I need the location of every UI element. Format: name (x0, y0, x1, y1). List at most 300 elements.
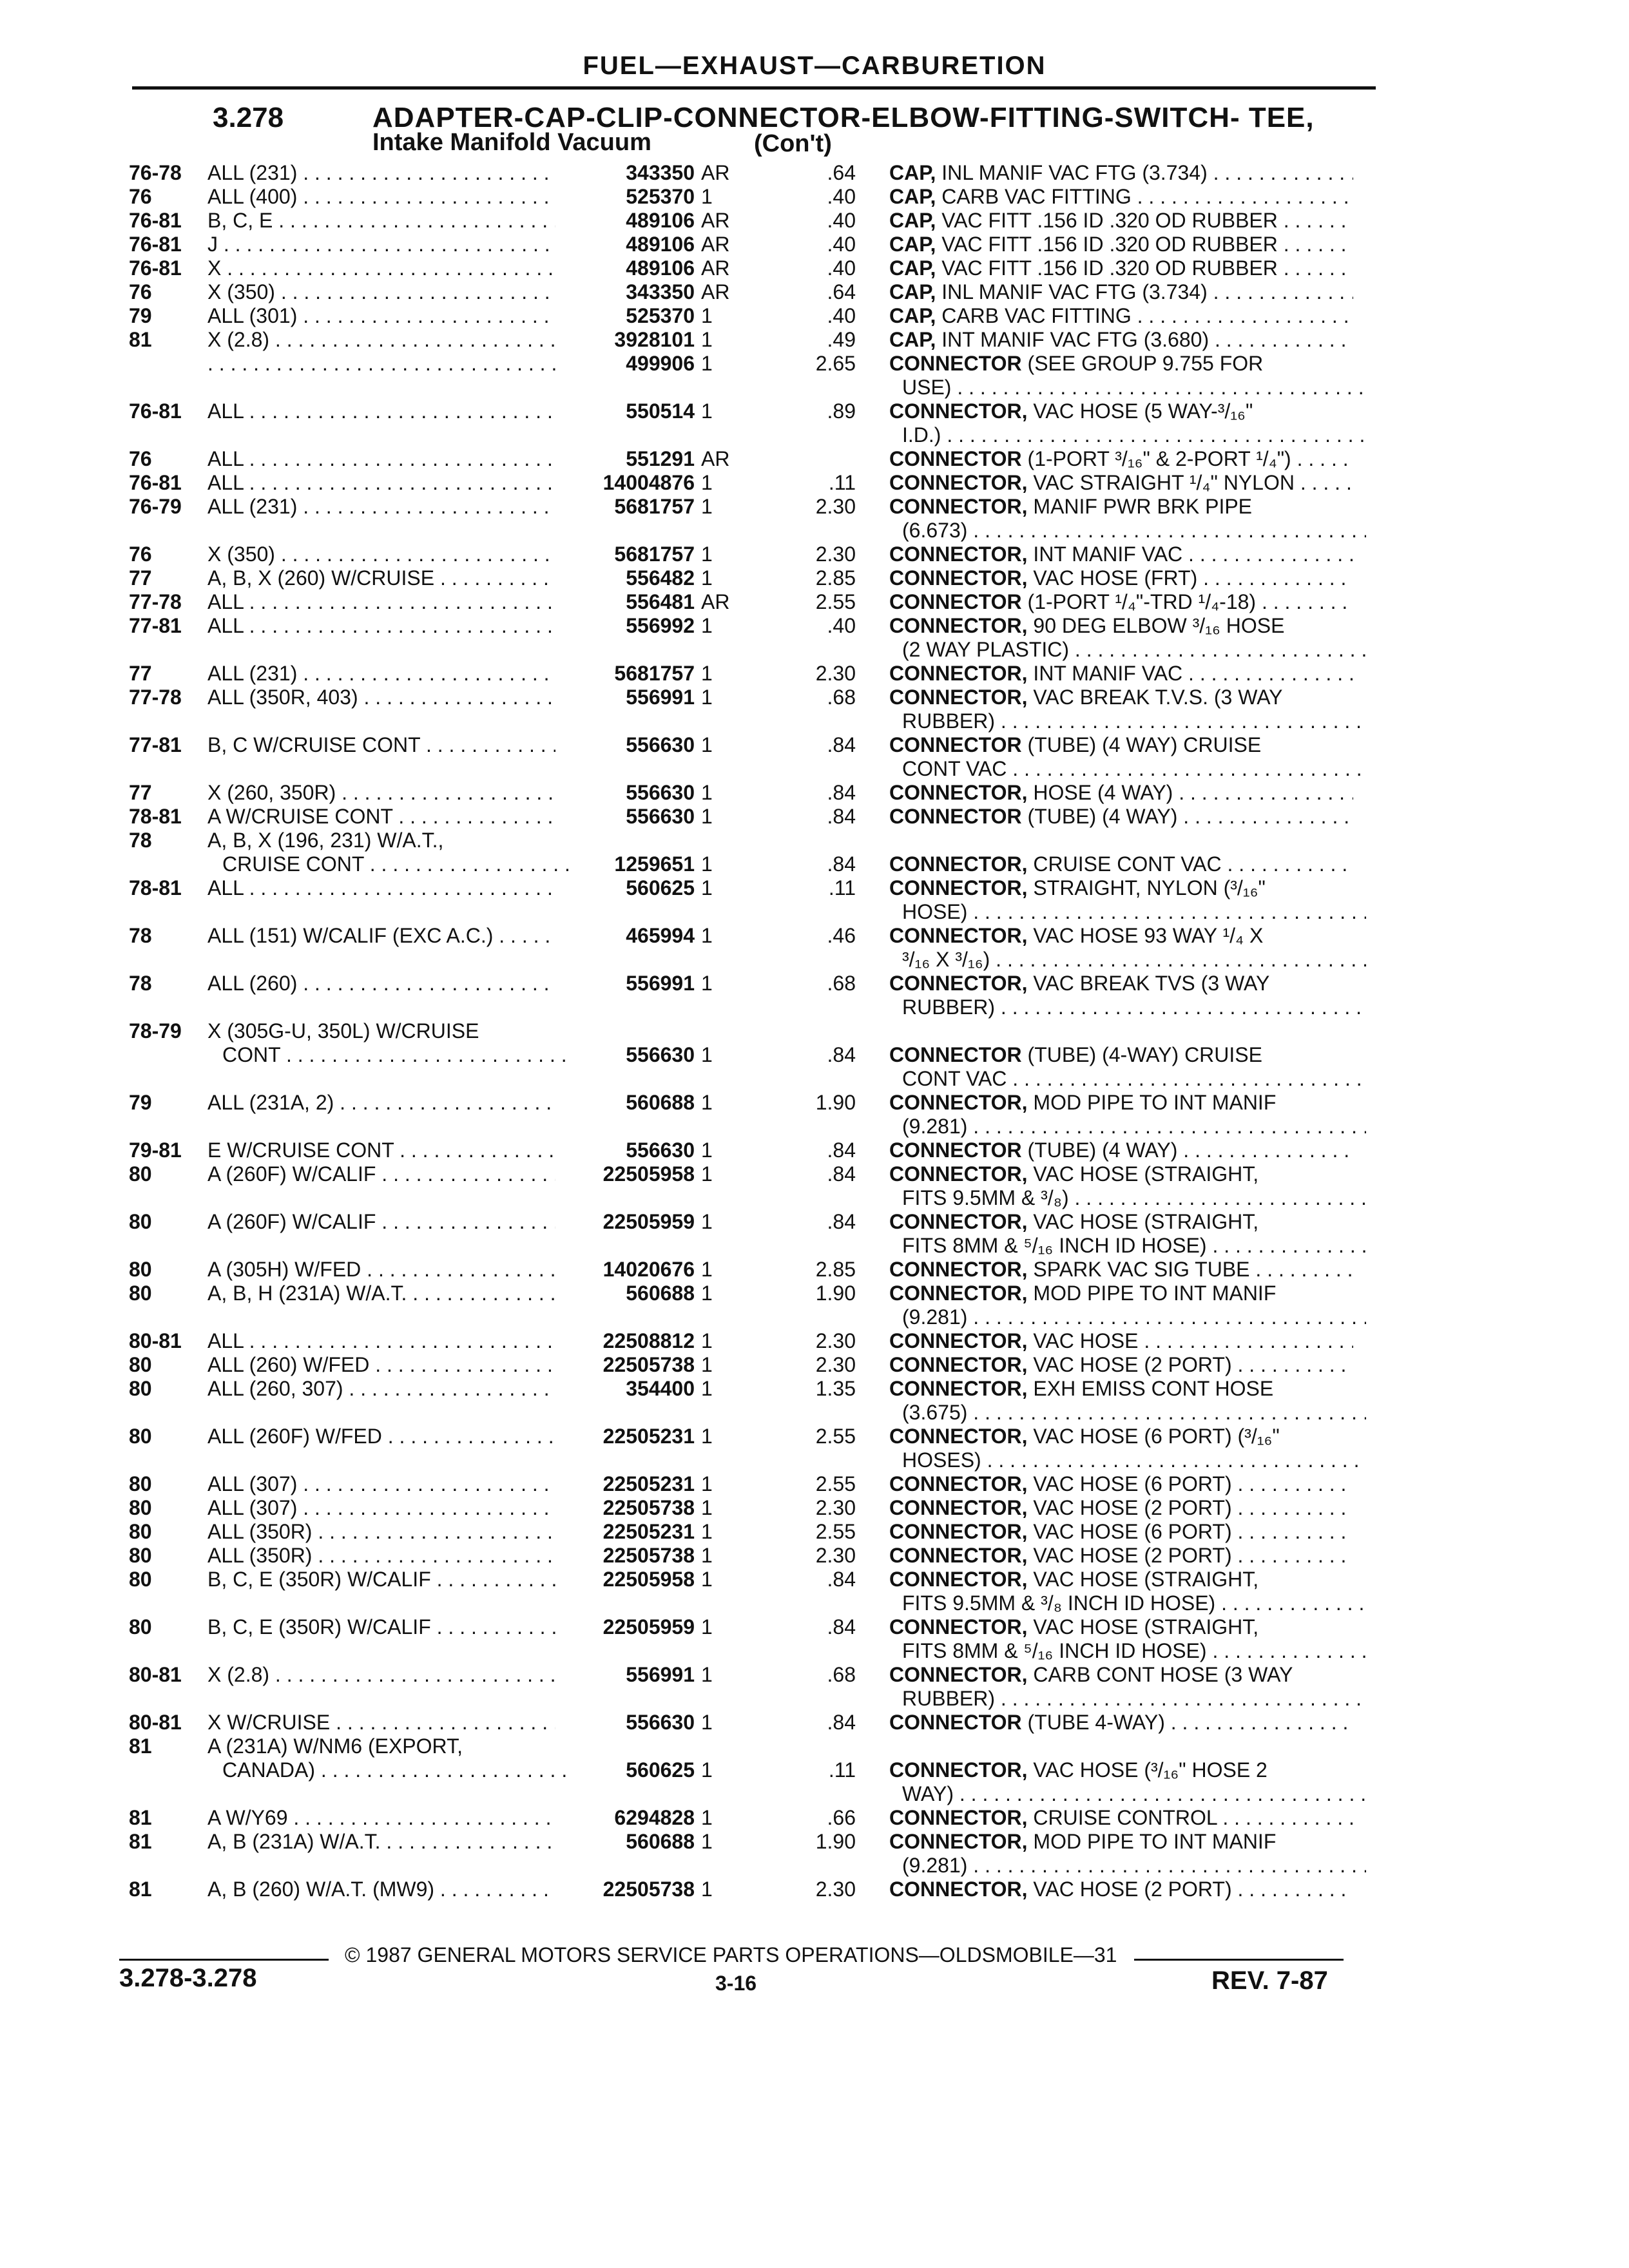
row-quantity: AR (701, 447, 730, 470)
row-description (889, 733, 1353, 756)
table-row (0, 1830, 1629, 1853)
row-price: .46 (827, 924, 856, 947)
row-description (889, 1878, 1353, 1901)
row-item-detail: VAC BREAK TVS (3 WAY (1033, 972, 1270, 995)
row-year: 80 (129, 1162, 152, 1186)
table-row (0, 829, 1629, 852)
row-description-continued: FITS 9.5MM & ³/₈) . . . (902, 1186, 1366, 1209)
row-item-detail: (TUBE) (4-WAY) CRUISE (1027, 1043, 1262, 1066)
row-description-continued: (3.675) . . . (902, 1401, 1366, 1424)
row-price: .11 (828, 1758, 856, 1782)
row-part-number: 556630 (626, 733, 695, 756)
row-quantity: 1 (701, 399, 713, 423)
row-quantity: 1 (701, 1210, 713, 1233)
footer-page-number: 3-16 (715, 1972, 757, 1995)
row-description (889, 1615, 1353, 1639)
row-part-number: 556630 (626, 1139, 695, 1162)
row-item-detail: VAC HOSE 93 WAY ¹/₄ X (1033, 924, 1264, 947)
row-part-number: 560625 (626, 1758, 695, 1782)
table-row (0, 876, 1629, 899)
row-description (889, 495, 1353, 518)
row-year: 76 (129, 185, 152, 208)
row-item-keyword: CONNECTOR, (889, 399, 1028, 423)
row-item-keyword: CONNECTOR, (889, 686, 1028, 709)
row-description (889, 1162, 1353, 1186)
row-year: 80-81 (129, 1663, 182, 1686)
row-item-keyword: CONNECTOR, (889, 1353, 1028, 1376)
row-year: 80 (129, 1544, 152, 1567)
row-price: .40 (827, 256, 856, 280)
table-row (0, 1758, 1629, 1782)
row-description (889, 1139, 1353, 1162)
row-model: A, B (260) W/A.T. (MW9) . . . (207, 1878, 555, 1901)
row-year: 79 (129, 1091, 152, 1114)
row-part-number: 489106 (626, 256, 695, 280)
row-description (889, 924, 1353, 947)
row-year: 80 (129, 1377, 152, 1400)
row-model: X (350) . . . (207, 543, 555, 566)
row-item-keyword: CAP, (889, 209, 936, 232)
row-model: X W/CRUISE . . . (207, 1711, 555, 1734)
row-year: 80-81 (129, 1329, 182, 1352)
row-item-detail: VAC FITT .156 ID .320 OD RUBBER (941, 256, 1278, 280)
row-description (889, 662, 1353, 685)
table-row (0, 495, 1629, 518)
row-quantity: 1 (701, 1377, 713, 1400)
table-row-continuation (0, 1186, 1629, 1209)
row-year: 76 (129, 447, 152, 470)
table-row (0, 328, 1629, 351)
row-model: A (260F) W/CALIF . . . (207, 1210, 555, 1233)
row-part-number: 556630 (626, 1043, 695, 1066)
row-item-detail: (1-PORT ¹/₄"-TRD ¹/₄-18) (1027, 590, 1257, 613)
table-row (0, 1282, 1629, 1305)
row-description (889, 1544, 1353, 1567)
row-price: 2.30 (815, 1544, 856, 1567)
table-row-continuation (0, 900, 1629, 923)
row-price: .40 (827, 614, 856, 637)
row-price: 2.30 (815, 495, 856, 518)
table-row-continuation (0, 1067, 1629, 1090)
row-part-number: 560688 (626, 1282, 695, 1305)
row-price: .64 (827, 280, 856, 303)
row-part-number: 5681757 (614, 543, 695, 566)
row-price: 2.55 (815, 1520, 856, 1543)
row-description-continued: USE) . . . (902, 376, 1366, 399)
section-title: ADAPTER-CAP-CLIP-CONNECTOR-ELBOW-FITTING-SWITCH- TEE, (372, 102, 1315, 133)
row-description-continued: FITS 8MM & ⁵/₁₆ INCH ID HOSE) . . . (902, 1639, 1366, 1662)
row-model: J . . . (207, 233, 555, 256)
row-quantity: 1 (701, 185, 713, 208)
table-row (0, 209, 1629, 232)
row-quantity: 1 (701, 876, 713, 899)
table-row (0, 781, 1629, 804)
row-price: 1.90 (815, 1830, 856, 1853)
row-part-number: 489106 (626, 209, 695, 232)
table-row-continuation (0, 1401, 1629, 1424)
row-part-number: 14004876 (602, 471, 695, 494)
row-part-number: 22505738 (602, 1878, 695, 1901)
row-price: 2.30 (815, 543, 856, 566)
row-description (889, 614, 1353, 637)
row-item-detail: VAC STRAIGHT ¹/₄" NYLON (1033, 471, 1295, 494)
row-model: ALL . . . (207, 876, 555, 899)
row-description (889, 972, 1353, 995)
row-item-detail: EXH EMISS CONT HOSE (1033, 1377, 1274, 1400)
row-quantity: 1 (701, 1353, 713, 1376)
row-item-detail: INL MANIF VAC FTG (3.734) (941, 280, 1208, 303)
table-row (0, 1735, 1629, 1758)
row-item-keyword: CONNECTOR, (889, 1329, 1028, 1352)
row-description (889, 1425, 1353, 1448)
table-row (0, 471, 1629, 494)
table-row-continuation (0, 995, 1629, 1019)
row-item-keyword: CONNECTOR, (889, 1496, 1028, 1519)
row-item-detail: INL MANIF VAC FTG (3.734) (941, 161, 1208, 184)
row-part-number: 22505959 (602, 1615, 695, 1639)
row-year: 80 (129, 1210, 152, 1233)
row-item-detail: CARB VAC FITTING (941, 185, 1132, 208)
row-year: 79-81 (129, 1139, 182, 1162)
row-item-detail: 90 DEG ELBOW ³/₁₆ HOSE (1033, 614, 1285, 637)
row-description (889, 328, 1353, 351)
row-price: .84 (827, 1615, 856, 1639)
table-row (0, 590, 1629, 613)
table-row-continuation (0, 519, 1629, 542)
footer-revision: REV. 7-87 (1211, 1966, 1328, 1995)
row-year: 80 (129, 1258, 152, 1281)
row-description (889, 781, 1353, 804)
row-item-keyword: CAP, (889, 161, 936, 184)
row-item-detail: CARB VAC FITTING (941, 304, 1132, 327)
row-price: 2.85 (815, 566, 856, 590)
row-price: 2.55 (815, 1472, 856, 1495)
table-row-continuation (0, 1448, 1629, 1472)
row-model: ALL (307) . . . (207, 1496, 555, 1519)
row-description (889, 161, 1353, 184)
row-item-detail: VAC HOSE (2 PORT) (1033, 1544, 1232, 1567)
row-year: 77 (129, 781, 152, 804)
row-description (889, 447, 1353, 470)
table-row (0, 1377, 1629, 1400)
footer-copyright: © 1987 GENERAL MOTORS SERVICE PARTS OPERATIONS—OLDSMOBILE—31 (345, 1943, 1117, 1966)
row-part-number: 22505231 (602, 1520, 695, 1543)
table-row-continuation (0, 948, 1629, 971)
row-year: 78-81 (129, 876, 182, 899)
row-item-keyword: CAP, (889, 280, 936, 303)
table-row (0, 1806, 1629, 1829)
table-row (0, 1496, 1629, 1519)
row-model: ALL (350R) . . . (207, 1520, 555, 1543)
row-price: .84 (827, 1568, 856, 1591)
row-model: ALL (307) . . . (207, 1472, 555, 1495)
row-item-detail: MANIF PWR BRK PIPE (1033, 495, 1253, 518)
row-description (889, 1329, 1353, 1352)
row-year: 80 (129, 1496, 152, 1519)
row-description (889, 543, 1353, 566)
row-part-number: 5681757 (614, 495, 695, 518)
row-price: .84 (827, 852, 856, 876)
row-item-keyword: CONNECTOR, (889, 566, 1028, 590)
row-part-number: 556991 (626, 1663, 695, 1686)
row-part-number: 22505738 (602, 1544, 695, 1567)
row-year: 80 (129, 1568, 152, 1591)
row-part-number: 556630 (626, 805, 695, 828)
row-part-number: 556992 (626, 614, 695, 637)
row-part-number: 556481 (626, 590, 695, 613)
row-quantity: 1 (701, 972, 713, 995)
row-item-detail: VAC HOSE (5 WAY-³/₁₆" (1033, 399, 1253, 423)
row-model: B, C, E (350R) W/CALIF . . . (207, 1568, 555, 1591)
row-description (889, 185, 1353, 208)
row-item-keyword: CONNECTOR, (889, 1663, 1028, 1686)
row-year: 77-78 (129, 590, 182, 613)
row-price: .40 (827, 209, 856, 232)
row-item-detail: VAC HOSE (6 PORT) (1033, 1520, 1232, 1543)
row-price: .84 (827, 1162, 856, 1186)
row-price: .84 (827, 1711, 856, 1734)
row-price: .68 (827, 972, 856, 995)
row-quantity: 1 (701, 352, 713, 375)
row-year: 80 (129, 1353, 152, 1376)
row-part-number: 3928101 (614, 328, 695, 351)
row-quantity: 1 (701, 1258, 713, 1281)
row-part-number: 489106 (626, 233, 695, 256)
row-year: 76-81 (129, 399, 182, 423)
row-description-continued: ³/₁₆ X ³/₁₆) . . . (902, 948, 1366, 971)
row-part-number: 525370 (626, 185, 695, 208)
row-description-continued: FITS 8MM & ⁵/₁₆ INCH ID HOSE) . . . (902, 1234, 1366, 1257)
row-year: 81 (129, 1830, 152, 1853)
table-row (0, 566, 1629, 590)
row-item-keyword: CONNECTOR, (889, 852, 1028, 876)
row-year: 76-78 (129, 161, 182, 184)
table-row-continuation (0, 1687, 1629, 1710)
table-row (0, 1544, 1629, 1567)
row-part-number: 22505959 (602, 1210, 695, 1233)
row-price: .11 (828, 876, 856, 899)
row-model: A W/Y69 . . . (207, 1806, 555, 1829)
row-part-number: 499906 (626, 352, 695, 375)
row-year: 77-78 (129, 686, 182, 709)
table-row (0, 614, 1629, 637)
row-model: X (350) . . . (207, 280, 555, 303)
row-model: ALL (350R, 403) . . . (207, 686, 555, 709)
row-price: .49 (827, 328, 856, 351)
row-model: A, B, H (231A) W/A.T. . . . (207, 1282, 555, 1305)
row-price: .84 (827, 733, 856, 756)
row-item-detail: (TUBE 4-WAY) (1027, 1711, 1165, 1734)
row-year: 80-81 (129, 1711, 182, 1734)
row-price: .89 (827, 399, 856, 423)
row-price: .40 (827, 185, 856, 208)
table-row (0, 352, 1629, 375)
row-model: ALL (400) . . . (207, 185, 555, 208)
row-model: ALL (260, 307) . . . (207, 1377, 555, 1400)
row-year: 81 (129, 328, 152, 351)
row-item-keyword: CONNECTOR, (889, 614, 1028, 637)
row-part-number: 354400 (626, 1377, 695, 1400)
row-quantity: 1 (701, 566, 713, 590)
row-item-keyword: CONNECTOR, (889, 924, 1028, 947)
row-item-keyword: CONNECTOR, (889, 662, 1028, 685)
table-row (0, 447, 1629, 470)
row-quantity: AR (701, 256, 730, 280)
table-row (0, 543, 1629, 566)
row-model: ALL (231) . . . (207, 495, 555, 518)
row-quantity: 1 (701, 805, 713, 828)
row-price: 2.85 (815, 1258, 856, 1281)
table-row-continuation (0, 1305, 1629, 1329)
row-price: .40 (827, 233, 856, 256)
row-item-detail: VAC HOSE (6 PORT) (1033, 1472, 1232, 1495)
table-row (0, 233, 1629, 256)
row-model: CRUISE CONT . . . (222, 852, 570, 876)
table-row (0, 924, 1629, 947)
row-item-detail: HOSE (4 WAY) (1033, 781, 1173, 804)
row-part-number: 550514 (626, 399, 695, 423)
row-item-keyword: CONNECTOR (889, 590, 1022, 613)
row-item-keyword: CONNECTOR, (889, 1282, 1028, 1305)
table-row-continuation (0, 1591, 1629, 1615)
row-model: ALL . . . (207, 614, 555, 637)
row-description (889, 566, 1353, 590)
table-row-continuation (0, 1115, 1629, 1138)
row-description (889, 1043, 1353, 1066)
row-description (889, 590, 1353, 613)
table-row-continuation (0, 709, 1629, 733)
row-item-keyword: CONNECTOR, (889, 495, 1028, 518)
row-model (207, 352, 555, 375)
row-model: B, C, E (350R) W/CALIF . . . (207, 1615, 555, 1639)
table-row (0, 1615, 1629, 1639)
row-price: .64 (827, 161, 856, 184)
row-item-keyword: CAP, (889, 233, 936, 256)
row-part-number: 22505738 (602, 1496, 695, 1519)
row-item-detail: VAC BREAK T.V.S. (3 WAY (1033, 686, 1283, 709)
row-item-detail: VAC HOSE (2 PORT) (1033, 1878, 1232, 1901)
row-item-detail: VAC FITT .156 ID .320 OD RUBBER (941, 209, 1278, 232)
table-row (0, 1258, 1629, 1281)
table-row (0, 256, 1629, 280)
row-quantity: 1 (701, 1472, 713, 1495)
row-quantity: 1 (701, 662, 713, 685)
row-quantity: 1 (701, 304, 713, 327)
row-description (889, 1806, 1353, 1829)
row-description-continued: RUBBER) . . . (902, 1687, 1366, 1710)
row-price: .68 (827, 1663, 856, 1686)
row-description-continued: (6.673) . . . (902, 519, 1366, 542)
row-quantity: AR (701, 161, 730, 184)
table-row-continuation (0, 376, 1629, 399)
row-item-keyword: CONNECTOR, (889, 1878, 1028, 1901)
row-part-number: 343350 (626, 161, 695, 184)
row-year: 76 (129, 543, 152, 566)
row-item-keyword: CONNECTOR, (889, 1091, 1028, 1114)
row-item-keyword: CONNECTOR, (889, 1377, 1028, 1400)
row-model: B, C W/CRUISE CONT . . . (207, 733, 555, 756)
row-year: 77-81 (129, 733, 182, 756)
table-row (0, 1711, 1629, 1734)
row-part-number: 22505231 (602, 1472, 695, 1495)
row-quantity: 1 (701, 328, 713, 351)
row-description (889, 1472, 1353, 1495)
row-item-keyword: CONNECTOR, (889, 1520, 1028, 1543)
row-item-detail: MOD PIPE TO INT MANIF (1033, 1830, 1277, 1853)
row-part-number: 560688 (626, 1830, 695, 1853)
row-item-keyword: CONNECTOR (889, 447, 1022, 470)
table-row (0, 161, 1629, 184)
table-row (0, 1472, 1629, 1495)
row-quantity: 1 (701, 686, 713, 709)
row-description (889, 304, 1353, 327)
row-item-detail: (TUBE) (4 WAY) (1027, 1139, 1178, 1162)
row-price: .84 (827, 1139, 856, 1162)
table-row-continuation (0, 638, 1629, 661)
row-part-number: 556991 (626, 972, 695, 995)
row-description (889, 876, 1353, 899)
row-item-keyword: CONNECTOR, (889, 1210, 1028, 1233)
table-row (0, 1043, 1629, 1066)
row-year: 76-81 (129, 233, 182, 256)
row-price: .84 (827, 781, 856, 804)
row-model: ALL (231) . . . (207, 161, 555, 184)
row-description-continued: WAY) . . . (902, 1782, 1366, 1805)
row-price: .66 (827, 1806, 856, 1829)
row-description-continued: (9.281) . . . (902, 1854, 1366, 1877)
row-description (889, 1282, 1353, 1305)
row-description (889, 1520, 1353, 1543)
row-item-keyword: CAP, (889, 328, 936, 351)
row-description (889, 1568, 1353, 1591)
row-part-number: 551291 (626, 447, 695, 470)
row-quantity: 1 (701, 614, 713, 637)
row-quantity: 1 (701, 733, 713, 756)
row-model: A, B (231A) W/A.T. . . . (207, 1830, 555, 1853)
row-description (889, 352, 1353, 375)
row-item-detail: VAC HOSE (1033, 1329, 1139, 1352)
row-item-keyword: CONNECTOR, (889, 1544, 1028, 1567)
row-price: 2.30 (815, 662, 856, 685)
row-item-detail: STRAIGHT, NYLON (³/₁₆" (1033, 876, 1266, 899)
row-quantity: AR (701, 280, 730, 303)
row-model: A (305H) W/FED . . . (207, 1258, 555, 1281)
table-row (0, 733, 1629, 756)
row-model: ALL . . . (207, 1329, 555, 1352)
row-model: X (260, 350R) . . . (207, 781, 555, 804)
row-quantity: 1 (701, 1091, 713, 1114)
footer-rule-right (1134, 1959, 1344, 1961)
row-item-keyword: CONNECTOR (889, 805, 1022, 828)
row-model: A (231A) W/NM6 (EXPORT, (207, 1735, 463, 1758)
row-part-number: 556991 (626, 686, 695, 709)
row-item-detail: (TUBE) (4 WAY) (1027, 805, 1178, 828)
row-description (889, 1091, 1353, 1114)
row-description (889, 1711, 1353, 1734)
row-description (889, 233, 1353, 256)
row-model: ALL (260) . . . (207, 972, 555, 995)
footer-rule-left (119, 1959, 329, 1961)
row-item-keyword: CONNECTOR, (889, 1425, 1028, 1448)
row-year: 77-81 (129, 614, 182, 637)
row-part-number: 6294828 (614, 1806, 695, 1829)
row-item-keyword: CONNECTOR (889, 1139, 1022, 1162)
row-item-keyword: CONNECTOR (889, 1043, 1022, 1066)
row-model: ALL (231) . . . (207, 662, 555, 685)
row-quantity: AR (701, 590, 730, 613)
row-part-number: 22505958 (602, 1162, 695, 1186)
row-part-number: 22505958 (602, 1568, 695, 1591)
